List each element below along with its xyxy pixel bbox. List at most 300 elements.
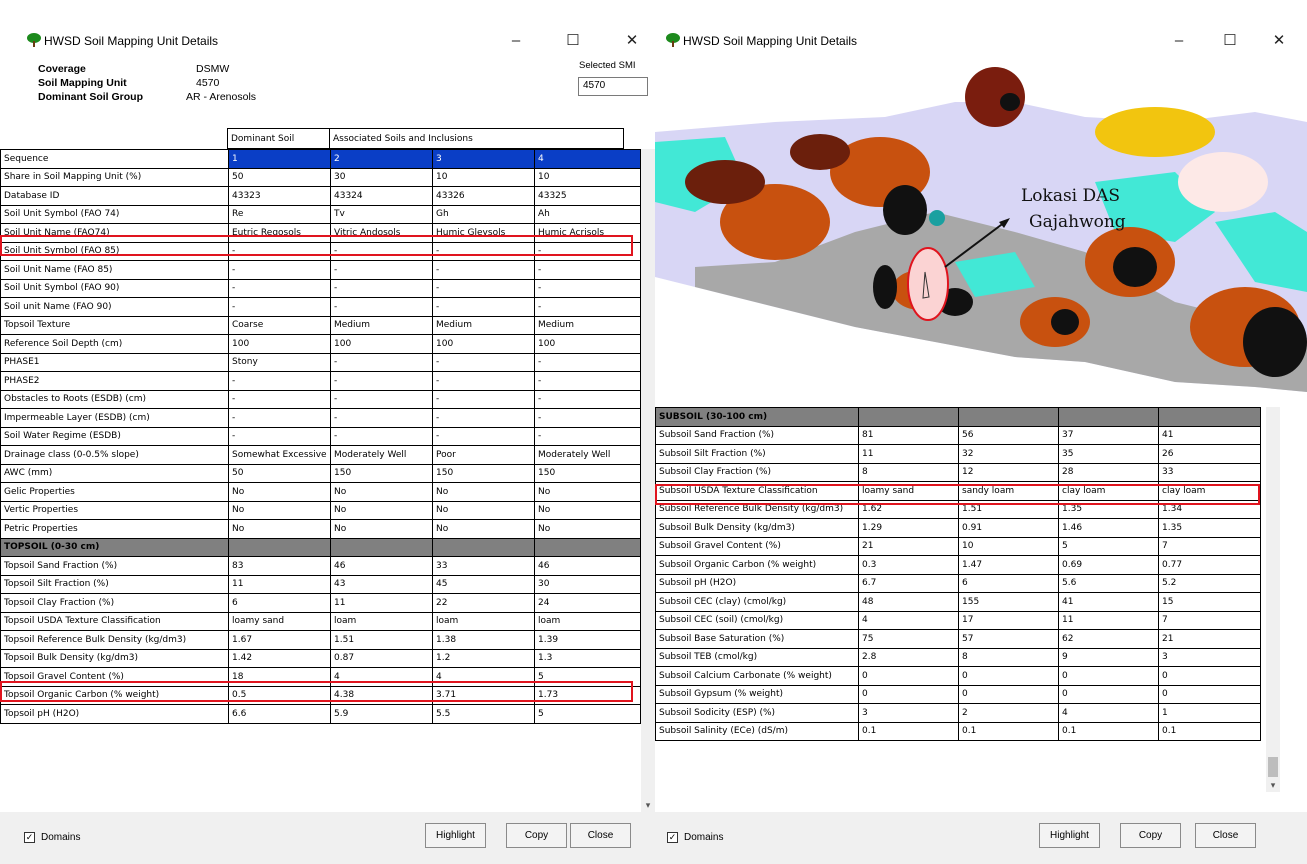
- cell-value: 0: [1059, 667, 1159, 686]
- info-value: 4570: [196, 77, 220, 89]
- cell-value: 8: [959, 648, 1059, 667]
- cell-value: -: [331, 242, 433, 261]
- cell-value: 150: [433, 464, 535, 483]
- selected-smu-label: Selected SMI: [579, 60, 636, 71]
- cell-value: 11: [859, 445, 959, 464]
- soil-details-window-right: [655, 0, 1307, 864]
- cell-value: -: [535, 372, 641, 391]
- table-row[interactable]: [1, 242, 641, 261]
- maximize-button[interactable]: ☐: [1223, 32, 1237, 49]
- group-header-row: [227, 128, 624, 149]
- cell-value: 0.77: [1159, 556, 1261, 575]
- cell-value: 1.46: [1059, 519, 1159, 538]
- cell-value: 4: [859, 611, 959, 630]
- info-label: Soil Mapping Unit: [38, 77, 127, 89]
- cell-value: 100: [535, 335, 641, 354]
- cell-value: 1.35: [1059, 500, 1159, 519]
- table-row[interactable]: [1, 298, 641, 317]
- cell-value: No: [229, 483, 331, 502]
- cell-value: Moderately Well: [535, 446, 641, 465]
- cell-value: 28: [1059, 463, 1159, 482]
- table-row[interactable]: [656, 722, 1261, 741]
- cell-value: 0.3: [859, 556, 959, 575]
- cell-value: loam: [331, 612, 433, 631]
- selected-smu-dropdown[interactable]: [578, 77, 648, 96]
- cell-value: [433, 538, 535, 557]
- cell-value: clay loam: [1059, 482, 1159, 501]
- highlight-button[interactable]: Highlight: [1039, 823, 1100, 848]
- cell-value: -: [535, 409, 641, 428]
- cell-value: -: [229, 409, 331, 428]
- cell-value: Humic Gleysols: [433, 224, 535, 243]
- cell-value: 37: [1059, 426, 1159, 445]
- cell-value: 9: [1059, 648, 1159, 667]
- cell-value: -: [535, 298, 641, 317]
- cell-value: 0.1: [959, 722, 1059, 741]
- cell-value: -: [229, 427, 331, 446]
- cell-value: [859, 408, 959, 427]
- cell-value: 30: [535, 575, 641, 594]
- row-label: Drainage class (0-0.5% slope): [1, 446, 229, 465]
- table-row[interactable]: [1, 594, 641, 613]
- selected-smu-value: 4570: [583, 80, 606, 91]
- cell-value: clay loam: [1159, 482, 1261, 501]
- cell-value: 21: [1159, 630, 1261, 649]
- cell-value: 4: [331, 668, 433, 687]
- cell-value: -: [229, 390, 331, 409]
- cell-value: No: [535, 520, 641, 539]
- cell-value: loamy sand: [859, 482, 959, 501]
- cell-value: 43324: [331, 187, 433, 206]
- table-row[interactable]: [1, 427, 641, 446]
- cell-value: -: [535, 353, 641, 372]
- cell-value: 75: [859, 630, 959, 649]
- row-label: Reference Soil Depth (cm): [1, 335, 229, 354]
- row-label: Database ID: [1, 187, 229, 206]
- cell-value: 4.38: [331, 686, 433, 705]
- info-label: Dominant Soil Group: [38, 91, 143, 103]
- cell-value: No: [229, 520, 331, 539]
- cell-value: 56: [959, 426, 1059, 445]
- cell-value: 57: [959, 630, 1059, 649]
- title-bar[interactable]: [0, 0, 655, 58]
- cell-value: 3: [433, 150, 535, 169]
- cell-value: -: [331, 353, 433, 372]
- footer-bar: [0, 812, 655, 864]
- soil-properties-table: [0, 149, 641, 724]
- cell-value: 1: [1159, 704, 1261, 723]
- soil-map-graphic: [655, 62, 1307, 407]
- cell-value: 3: [1159, 648, 1261, 667]
- minimize-button[interactable]: –: [511, 31, 521, 49]
- table-row[interactable]: [656, 519, 1261, 538]
- cell-value: 48: [859, 593, 959, 612]
- cell-value: 24: [535, 594, 641, 613]
- cell-value: 1.35: [1159, 519, 1261, 538]
- cell-value: No: [331, 520, 433, 539]
- cell-value: -: [535, 242, 641, 261]
- highlight-button[interactable]: Highlight: [425, 823, 486, 848]
- cell-value: -: [229, 261, 331, 280]
- cell-value: 0: [859, 685, 959, 704]
- row-label: Impermeable Layer (ESDB) (cm): [1, 409, 229, 428]
- table-row[interactable]: [1, 501, 641, 520]
- cell-value: -: [331, 372, 433, 391]
- cell-value: -: [331, 261, 433, 280]
- cell-value: Vitric Andosols: [331, 224, 433, 243]
- cell-value: -: [433, 427, 535, 446]
- map-location-label-line1: Lokasi DAS: [1021, 186, 1121, 206]
- cell-value: 0.69: [1059, 556, 1159, 575]
- cell-value: 0.1: [1059, 722, 1159, 741]
- cell-value: 6.7: [859, 574, 959, 593]
- table-row[interactable]: [1, 464, 641, 483]
- vertical-scrollbar[interactable]: [641, 149, 655, 812]
- row-label: Topsoil Bulk Density (kg/dm3): [1, 649, 229, 668]
- category-row[interactable]: [656, 408, 1261, 427]
- header-dominant-soil: Dominant Soil: [228, 129, 330, 149]
- row-label: Subsoil Sand Fraction (%): [656, 426, 859, 445]
- cell-value: 3.71: [433, 686, 535, 705]
- row-label: Subsoil USDA Texture Classification: [656, 482, 859, 501]
- close-window-button[interactable]: ✕: [625, 32, 639, 49]
- cell-value: 100: [433, 335, 535, 354]
- cell-value: Re: [229, 205, 331, 224]
- cell-value: 1.67: [229, 631, 331, 650]
- table-row[interactable]: [656, 537, 1261, 556]
- cell-value: 155: [959, 593, 1059, 612]
- domains-label: Domains: [684, 832, 724, 843]
- table-row[interactable]: [1, 279, 641, 298]
- cell-value: -: [331, 298, 433, 317]
- table-row[interactable]: [1, 168, 641, 187]
- cell-value: 8: [859, 463, 959, 482]
- table-row[interactable]: [656, 445, 1261, 464]
- table-row[interactable]: [1, 649, 641, 668]
- table-row[interactable]: [1, 446, 641, 465]
- row-label: Soil Unit Name (FAO 85): [1, 261, 229, 280]
- cell-value: 6: [229, 594, 331, 613]
- tree-app-icon: [665, 32, 681, 48]
- map-location-label-line2: Gajahwong: [1029, 212, 1126, 232]
- row-label: Topsoil Gravel Content (%): [1, 668, 229, 687]
- cell-value: 2: [959, 704, 1059, 723]
- table-row[interactable]: [1, 520, 641, 539]
- scroll-down-arrow-icon[interactable]: ▾: [645, 800, 651, 810]
- row-label: PHASE2: [1, 372, 229, 391]
- row-label: Gelic Properties: [1, 483, 229, 502]
- cell-value: Poor: [433, 446, 535, 465]
- cell-value: 1.62: [859, 500, 959, 519]
- domains-checkbox[interactable]: [24, 832, 80, 843]
- checkbox-checked-icon[interactable]: ✓: [668, 832, 677, 842]
- sequence-row[interactable]: [1, 150, 641, 169]
- cell-value: -: [433, 298, 535, 317]
- cell-value: -: [433, 242, 535, 261]
- row-label: Subsoil TEB (cmol/kg): [656, 648, 859, 667]
- cell-value: 1.38: [433, 631, 535, 650]
- row-label: Topsoil Clay Fraction (%): [1, 594, 229, 613]
- row-label: Subsoil Gypsum (% weight): [656, 685, 859, 704]
- cell-value: 43326: [433, 187, 535, 206]
- cell-value: 43323: [229, 187, 331, 206]
- maximize-button[interactable]: ☐: [566, 32, 580, 49]
- cell-value: 0.5: [229, 686, 331, 705]
- cell-value: 6.6: [229, 705, 331, 724]
- cell-value: -: [433, 409, 535, 428]
- cell-value: 4: [433, 668, 535, 687]
- cell-value: Moderately Well: [331, 446, 433, 465]
- cell-value: No: [535, 483, 641, 502]
- cell-value: 1.51: [959, 500, 1059, 519]
- table-row[interactable]: [656, 426, 1261, 445]
- row-label: Subsoil CEC (soil) (cmol/kg): [656, 611, 859, 630]
- cell-value: 2.8: [859, 648, 959, 667]
- cell-value: No: [331, 501, 433, 520]
- cell-value: 5.9: [331, 705, 433, 724]
- cell-value: 5.6: [1059, 574, 1159, 593]
- cell-value: 5: [1059, 537, 1159, 556]
- cell-value: No: [331, 483, 433, 502]
- row-label: Subsoil CEC (clay) (cmol/kg): [656, 593, 859, 612]
- cell-value: 0: [959, 685, 1059, 704]
- cell-value: No: [433, 520, 535, 539]
- cell-value: 45: [433, 575, 535, 594]
- row-label: Subsoil Sodicity (ESP) (%): [656, 704, 859, 723]
- table-row[interactable]: [1, 224, 641, 243]
- cell-value: loam: [433, 612, 535, 631]
- table-row[interactable]: [656, 574, 1261, 593]
- cell-value: Eutric Regosols: [229, 224, 331, 243]
- soil-map[interactable]: [655, 62, 1307, 407]
- table-row[interactable]: [1, 668, 641, 687]
- cell-value: 11: [1059, 611, 1159, 630]
- row-label: Topsoil Texture: [1, 316, 229, 335]
- cell-value: 0: [1159, 667, 1261, 686]
- scroll-down-arrow-icon[interactable]: ▾: [1270, 780, 1276, 790]
- cell-value: Tv: [331, 205, 433, 224]
- row-label: Vertic Properties: [1, 501, 229, 520]
- cell-value: 33: [433, 557, 535, 576]
- cell-value: -: [229, 242, 331, 261]
- header-associated-soils: Associated Soils and Inclusions: [330, 129, 624, 149]
- table-row[interactable]: [656, 556, 1261, 575]
- close-button[interactable]: Close: [570, 823, 631, 848]
- row-label: Topsoil Sand Fraction (%): [1, 557, 229, 576]
- cell-value: -: [535, 279, 641, 298]
- scroll-thumb[interactable]: [1268, 757, 1278, 777]
- table-row[interactable]: [1, 686, 641, 705]
- cell-value: 22: [433, 594, 535, 613]
- cell-value: -: [331, 427, 433, 446]
- cell-value: [229, 538, 331, 557]
- cell-value: 4: [535, 150, 641, 169]
- minimize-button[interactable]: –: [1174, 31, 1184, 49]
- cell-value: 43: [331, 575, 433, 594]
- row-label: Topsoil USDA Texture Classification: [1, 612, 229, 631]
- cell-value: 26: [1159, 445, 1261, 464]
- cell-value: sandy loam: [959, 482, 1059, 501]
- cell-value: No: [535, 501, 641, 520]
- row-label: Subsoil Gravel Content (%): [656, 537, 859, 556]
- table-row[interactable]: [1, 575, 641, 594]
- info-value: DSMW: [196, 63, 230, 75]
- cell-value: 7: [1159, 537, 1261, 556]
- cell-value: No: [229, 501, 331, 520]
- cell-value: -: [433, 390, 535, 409]
- cell-value: 81: [859, 426, 959, 445]
- category-row[interactable]: [1, 538, 641, 557]
- cell-value: 1.47: [959, 556, 1059, 575]
- row-label: Subsoil Silt Fraction (%): [656, 445, 859, 464]
- row-label: Topsoil pH (H2O): [1, 705, 229, 724]
- cell-value: 1: [229, 150, 331, 169]
- cell-value: 0: [859, 667, 959, 686]
- table-row[interactable]: [1, 705, 641, 724]
- row-label: Soil Unit Symbol (FAO 90): [1, 279, 229, 298]
- cell-value: -: [535, 261, 641, 280]
- row-label: Subsoil Base Saturation (%): [656, 630, 859, 649]
- cell-value: -: [535, 390, 641, 409]
- row-label: Soil Water Regime (ESDB): [1, 427, 229, 446]
- table-row[interactable]: [656, 685, 1261, 704]
- cell-value: 10: [959, 537, 1059, 556]
- table-row[interactable]: [1, 261, 641, 280]
- cell-value: -: [433, 353, 535, 372]
- cell-value: Stony: [229, 353, 331, 372]
- cell-value: 32: [959, 445, 1059, 464]
- table-row[interactable]: [1, 612, 641, 631]
- cell-value: 43325: [535, 187, 641, 206]
- cell-value: 1.42: [229, 649, 331, 668]
- copy-button[interactable]: Copy: [506, 823, 567, 848]
- cell-value: 2: [331, 150, 433, 169]
- row-label: Share in Soil Mapping Unit (%): [1, 168, 229, 187]
- domains-checkbox[interactable]: [667, 832, 723, 843]
- copy-button[interactable]: Copy: [1120, 823, 1181, 848]
- cell-value: 6: [959, 574, 1059, 593]
- cell-value: 41: [1159, 426, 1261, 445]
- row-label: Subsoil pH (H2O): [656, 574, 859, 593]
- cell-value: 10: [433, 168, 535, 187]
- row-label: Soil Unit Name (FAO74): [1, 224, 229, 243]
- cell-value: 33: [1159, 463, 1261, 482]
- row-label: AWC (mm): [1, 464, 229, 483]
- cell-value: 11: [229, 575, 331, 594]
- row-label: TOPSOIL (0-30 cm): [1, 538, 229, 557]
- row-label: Soil Unit Symbol (FAO 74): [1, 205, 229, 224]
- cell-value: -: [433, 279, 535, 298]
- cell-value: 100: [229, 335, 331, 354]
- row-label: Petric Properties: [1, 520, 229, 539]
- cell-value: 10: [535, 168, 641, 187]
- cell-value: [535, 538, 641, 557]
- cell-value: 0: [959, 667, 1059, 686]
- table-row[interactable]: [1, 372, 641, 391]
- cell-value: 1.34: [1159, 500, 1261, 519]
- domains-label: Domains: [41, 832, 81, 843]
- cell-value: 1.39: [535, 631, 641, 650]
- table-row[interactable]: [1, 409, 641, 428]
- info-dominant-group: [38, 90, 256, 104]
- table-row[interactable]: [1, 316, 641, 335]
- window-title: HWSD Soil Mapping Unit Details: [44, 34, 219, 48]
- subsoil-properties-table: [655, 407, 1261, 741]
- table-row[interactable]: [1, 483, 641, 502]
- cell-value: Medium: [535, 316, 641, 335]
- cell-value: Somewhat Excessive: [229, 446, 331, 465]
- cell-value: -: [331, 409, 433, 428]
- close-window-button[interactable]: ✕: [1272, 32, 1286, 49]
- cell-value: 5: [535, 705, 641, 724]
- cell-value: -: [229, 279, 331, 298]
- table-row[interactable]: [656, 482, 1261, 501]
- row-label: Topsoil Organic Carbon (% weight): [1, 686, 229, 705]
- table-row[interactable]: [656, 611, 1261, 630]
- cell-value: 4: [1059, 704, 1159, 723]
- cell-value: 35: [1059, 445, 1159, 464]
- row-label: Subsoil Reference Bulk Density (kg/dm3): [656, 500, 859, 519]
- title-bar[interactable]: [655, 0, 1307, 58]
- checkbox-checked-icon[interactable]: ✓: [25, 832, 34, 842]
- cell-value: 1.2: [433, 649, 535, 668]
- table-row[interactable]: [656, 593, 1261, 612]
- cell-value: 3: [859, 704, 959, 723]
- cell-value: 150: [331, 464, 433, 483]
- row-label: Topsoil Reference Bulk Density (kg/dm3): [1, 631, 229, 650]
- table-row[interactable]: [656, 500, 1261, 519]
- cell-value: [1059, 408, 1159, 427]
- table-row[interactable]: [1, 353, 641, 372]
- row-label: Soil Unit Symbol (FAO 85): [1, 242, 229, 261]
- row-label: Subsoil Salinity (ECe) (dS/m): [656, 722, 859, 741]
- table-row[interactable]: [1, 335, 641, 354]
- cell-value: 150: [535, 464, 641, 483]
- table-row[interactable]: [656, 667, 1261, 686]
- info-smu: [38, 76, 256, 90]
- row-label: PHASE1: [1, 353, 229, 372]
- cell-value: 41: [1059, 593, 1159, 612]
- cell-value: -: [433, 261, 535, 280]
- table-row[interactable]: [1, 390, 641, 409]
- table-row[interactable]: [1, 205, 641, 224]
- vertical-scrollbar[interactable]: [1266, 407, 1280, 792]
- cell-value: 1.3: [535, 649, 641, 668]
- table-row[interactable]: [656, 630, 1261, 649]
- table-row[interactable]: [1, 557, 641, 576]
- table-row[interactable]: [656, 704, 1261, 723]
- cell-value: Humic Acrisols: [535, 224, 641, 243]
- cell-value: 0.91: [959, 519, 1059, 538]
- table-row[interactable]: [1, 187, 641, 206]
- cell-value: 7: [1159, 611, 1261, 630]
- cell-value: 1.73: [535, 686, 641, 705]
- cell-value: [331, 538, 433, 557]
- close-button[interactable]: Close: [1195, 823, 1256, 848]
- cell-value: -: [535, 427, 641, 446]
- cell-value: 11: [331, 594, 433, 613]
- row-label: SUBSOIL (30-100 cm): [656, 408, 859, 427]
- cell-value: Medium: [433, 316, 535, 335]
- table-row[interactable]: [1, 631, 641, 650]
- cell-value: 100: [331, 335, 433, 354]
- cell-value: 5.5: [433, 705, 535, 724]
- footer-bar: [655, 812, 1307, 864]
- cell-value: -: [229, 372, 331, 391]
- cell-value: Ah: [535, 205, 641, 224]
- table-row[interactable]: [656, 463, 1261, 482]
- table-row[interactable]: [656, 648, 1261, 667]
